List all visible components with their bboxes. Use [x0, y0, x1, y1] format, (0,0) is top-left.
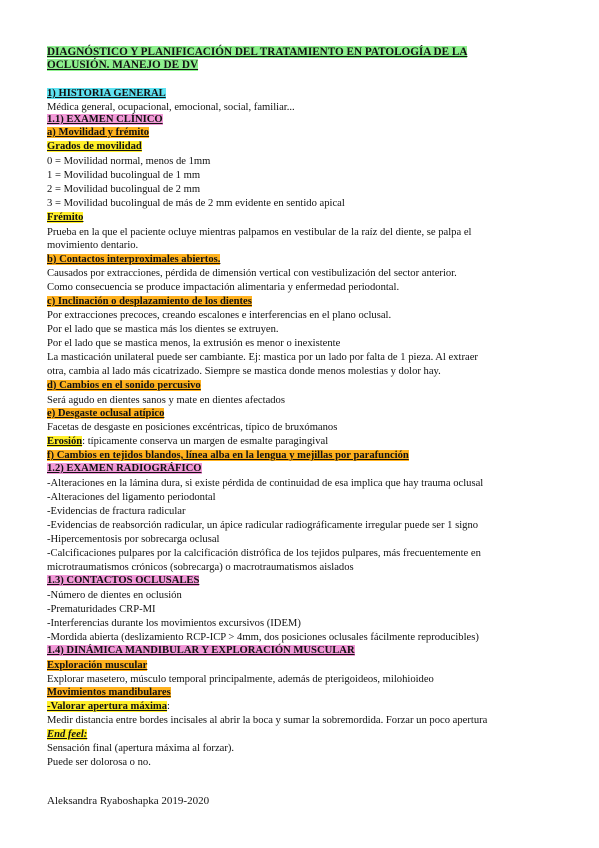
paragraph: Como consecuencia se produce impactación alimentaria y enfermedad periodontal. [47, 282, 400, 293]
list-item: -Evidencias de fractura radicular [47, 506, 186, 517]
paragraph: Por el lado que se mastica menos, la extrusión es menor o inexistente [47, 338, 341, 349]
list-item: -Alteraciones del ligamento periodontal [47, 492, 216, 503]
list-item: -Prematuridades CRP-MI [47, 604, 156, 615]
topic-heading: Movimientos mandibulares [47, 687, 171, 698]
list-item: -Hipercementosis por sobrecarga oclusal [47, 534, 220, 545]
list-item: -Mordida abierta (deslizamiento RCP-ICP > 4mm, dos posiciones oclusales fácilmente reproducibles) [47, 632, 479, 643]
paragraph: Médica general, ocupacional, emocional, social, familiar... [47, 102, 295, 113]
topic-heading: d) Cambios en el sonido percusivo [47, 380, 201, 391]
paragraph: Facetas de desgaste en posiciones excéntricas, típico de bruxómanos [47, 422, 338, 433]
paragraph: Explorar masetero, músculo temporal principalmente, además de pterigoideos, milohioideo [47, 674, 434, 685]
paragraph: Medir distancia entre bordes incisales al abrir la boca y sumar la sobremordida. Forzar un poco apertura [47, 715, 488, 726]
paragraph: Por el lado que se mastica más los dientes se extruyen. [47, 324, 279, 335]
paragraph: Prueba en la que el paciente ocluye mientras palpamos en vestibular de la raíz del diente, se palpa el [47, 227, 472, 238]
list-item: -Alteraciones en la lámina dura, si existe pérdida de continuidad de esa implica que hay trauma oclusal [47, 478, 484, 489]
subsection-heading: 1.1) EXAMEN CLÍNICO [47, 114, 163, 125]
list-item: -Interferencias durante los movimientos excursivos (IDEM) [47, 618, 301, 629]
section-heading: 1) HISTORIA GENERAL [47, 88, 166, 99]
subtopic-heading: Frémito [47, 212, 84, 223]
paragraph: movimiento dentario. [47, 240, 139, 251]
list-item: -Evidencias de reabsorción radicular, un ápice radicular radiográficamente irregular puede ser 1 signo [47, 520, 479, 531]
list-item: -Calcificaciones pulpares por la calcificación distrófica de los tejidos pulpares, más frecuentemente en [47, 548, 481, 559]
topic-heading: c) Inclinación o desplazamiento de los dientes [47, 296, 252, 307]
list-item: 0 = Movilidad normal, menos de 1mm [47, 156, 211, 167]
topic-heading: f) Cambios en tejidos blandos, línea alba en la lengua y mejillas por parafunción [47, 450, 409, 461]
document-author: Aleksandra Ryaboshapka 2019-2020 [47, 795, 210, 807]
topic-heading: e) Desgaste oclusal atípico [47, 408, 165, 419]
list-item: 2 = Movilidad bucolingual de 2 mm [47, 184, 201, 195]
topic-heading: a) Movilidad y frémito [47, 127, 150, 138]
paragraph: Erosión: típicamente conserva un margen de esmalte paragingival [47, 436, 329, 447]
list-item: 3 = Movilidad bucolingual de más de 2 mm evidente en sentido apical [47, 198, 345, 209]
subtopic-heading: Grados de movilidad [47, 141, 142, 152]
document-title-line-1: DIAGNÓSTICO Y PLANIFICACIÓN DEL TRATAMIENTO EN PATOLOGÍA DE LA [47, 46, 468, 58]
topic-heading: Exploración muscular [47, 660, 148, 671]
subtopic-heading: End feel: [47, 729, 88, 740]
paragraph: Sensación final (apertura máxima al forzar). [47, 743, 235, 754]
subsection-heading: 1.4) DINÁMICA MANDIBULAR Y EXPLORACIÓN MUSCULAR [47, 645, 355, 656]
paragraph: La masticación unilateral puede ser cambiante. Ej: mastica por un lado por falta de 1 pieza. Al extraer [47, 352, 478, 363]
paragraph: Por extracciones precoces, creando escalones e interferencias en el plano oclusal. [47, 310, 392, 321]
subsection-heading: 1.3) CONTACTOS OCLUSALES [47, 575, 200, 586]
document-title-line-2: OCLUSIÓN. MANEJO DE DV [47, 59, 199, 71]
list-item: 1 = Movilidad bucolingual de 1 mm [47, 170, 201, 181]
topic-heading: b) Contactos interproximales abiertos. [47, 254, 221, 265]
paragraph: Será agudo en dientes sanos y mate en dientes afectados [47, 395, 285, 406]
subsection-heading: 1.2) EXAMEN RADIOGRÁFICO [47, 463, 202, 474]
list-item: -Número de dientes en oclusión [47, 590, 182, 601]
paragraph: Causados por extracciones, pérdida de dimensión vertical con vestibulización del sector anterior. [47, 268, 457, 279]
paragraph: otra, cambia al lado más cicatrizado. Siempre se mastica donde menos molestias y dolor hay. [47, 366, 441, 377]
list-item: microtraumatismos crónicos (sobrecarga) o macrotraumatismos aislados [47, 562, 354, 573]
paragraph: Puede ser dolorosa o no. [47, 757, 151, 768]
subtopic-heading: -Valorar apertura máxima: [47, 701, 170, 712]
